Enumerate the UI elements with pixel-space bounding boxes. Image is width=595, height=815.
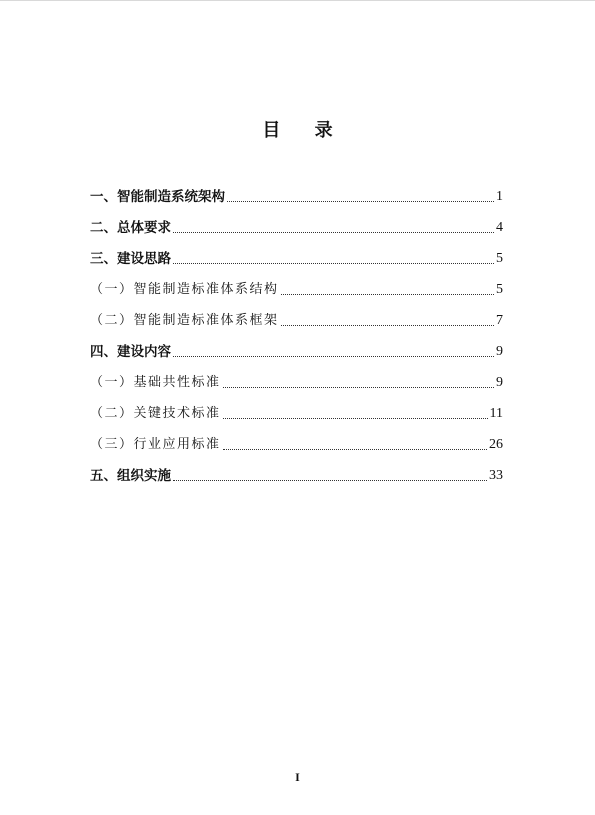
toc-leader-dots (223, 449, 487, 450)
toc-leader-dots (281, 325, 494, 326)
toc-entry-page: 9 (496, 375, 503, 390)
toc-entry-8[interactable] (90, 404, 503, 424)
toc-leader-dots (281, 294, 494, 295)
toc-entry-label: （一）基础共性标准 (90, 375, 221, 390)
toc-entry-page: 33 (489, 468, 503, 483)
toc-entry-page: 26 (489, 437, 503, 452)
toc-entry-label: （一）智能制造标准体系结构 (90, 282, 279, 297)
toc-entry-6[interactable] (90, 342, 503, 362)
toc-entry-label: 一、智能制造系统架构 (90, 189, 225, 205)
toc-entry-page: 11 (489, 406, 503, 421)
toc-entry-3[interactable] (90, 249, 503, 269)
toc-entry-page: 1 (496, 189, 503, 204)
toc-leader-dots (223, 387, 494, 388)
toc-entry-10[interactable] (90, 466, 503, 486)
toc-entry-label: （二）关键技术标准 (90, 406, 221, 421)
toc-entry-5[interactable] (90, 311, 503, 331)
toc-leader-dots (173, 356, 494, 357)
toc-leader-dots (173, 232, 494, 233)
toc-entry-label: 五、组织实施 (90, 468, 171, 484)
page-top-border (0, 0, 595, 1)
toc-leader-dots (173, 480, 487, 481)
toc-entry-1[interactable] (90, 187, 503, 207)
toc-entry-label: 二、总体要求 (90, 220, 171, 236)
toc-entry-label: （三）行业应用标准 (90, 437, 221, 452)
toc-entry-7[interactable] (90, 373, 503, 393)
toc-entry-page: 7 (496, 313, 503, 328)
toc-entry-2[interactable] (90, 218, 503, 238)
toc-leader-dots (173, 263, 494, 264)
toc-entry-label: 三、建设思路 (90, 251, 171, 267)
toc-leader-dots (223, 418, 488, 419)
toc-entry-label: （二）智能制造标准体系框架 (90, 313, 279, 328)
toc-entry-label: 四、建设内容 (90, 344, 171, 360)
toc-entry-page: 9 (496, 344, 503, 359)
toc-leader-dots (227, 201, 494, 202)
toc-entry-page: 5 (496, 251, 503, 266)
toc-entry-page: 5 (496, 282, 503, 297)
toc-title: 目 录 (262, 120, 347, 141)
footer-page-number: I (295, 770, 300, 784)
toc-entry-4[interactable] (90, 280, 503, 300)
toc-entry-page: 4 (496, 220, 503, 235)
toc-entry-9[interactable] (90, 435, 503, 455)
